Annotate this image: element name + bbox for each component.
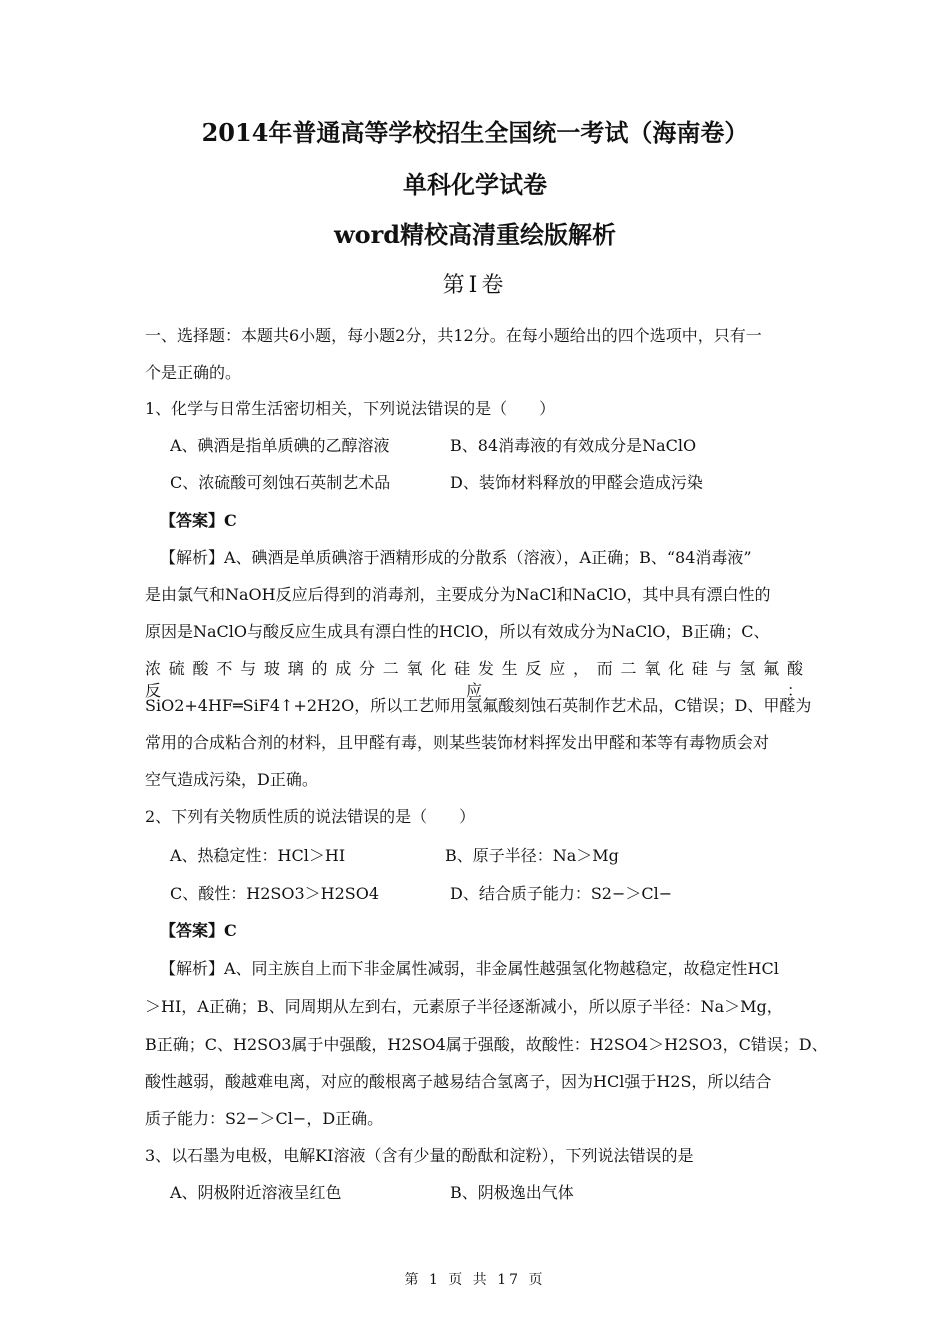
q1-option-d: D、装饰材料释放的甲醛会造成污染 (450, 473, 703, 492)
q2-explanation-line-4: 酸性越弱，酸越难电离，对应的酸根离子越易结合氢离子，因为HCl强于H2S，所以结合 (145, 1072, 772, 1091)
q1-explanation-line-5: SiO2+4HF═SiF4↑+2H2O，所以工艺师用氢氟酸刻蚀石英制作艺术品，C错误；D、甲醛为 (145, 696, 812, 715)
q1-option-c: C、浓硫酸可刻蚀石英制艺术品 (170, 473, 391, 492)
q2-explanation-line-3: B正确；C、H2SO3属于中强酸，H2SO4属于强酸，故酸性：H2SO4＞H2SO3，C错误；D、 (145, 1035, 828, 1054)
section-heading: 第Ⅰ卷 (442, 273, 508, 298)
q1-stem: 1、化学与日常生活密切相关，下列说法错误的是（ ） (145, 399, 556, 418)
q1-option-a: A、碘酒是指单质碘的乙醇溶液 (170, 436, 390, 455)
document-version-title: word精校高清重绘版解析 (333, 220, 617, 249)
q2-explanation-line-1: 【解析】A、同主族自上而下非金属性减弱，非金属性越强氢化物越稳定，故稳定性HCl (160, 959, 779, 978)
intro-line-2: 个是正确的。 (145, 363, 242, 382)
q2-option-b: B、原子半径：Na＞Mg (445, 846, 619, 865)
q3-option-a: A、阴极附近溶液呈红色 (170, 1183, 342, 1202)
q1-option-b: B、84消毒液的有效成分是NaClO (450, 436, 697, 455)
q2-answer: 【答案】C (160, 921, 237, 940)
q2-stem: 2、下列有关物质性质的说法错误的是（ ） (145, 807, 476, 826)
q2-option-d: D、结合质子能力：S2−＞Cl− (450, 884, 673, 903)
q1-explanation-line-6: 常用的合成粘合剂的材料，且甲醛有毒，则某些装饰材料挥发出甲醛和苯等有毒物质会对 (145, 733, 770, 752)
q1-explanation-line-7: 空气造成污染，D正确。 (145, 770, 318, 789)
q1-answer: 【答案】C (160, 511, 237, 530)
q2-explanation-line-5: 质子能力：S2−＞Cl−，D正确。 (145, 1109, 384, 1128)
q3-option-b: B、阴极逸出气体 (450, 1183, 574, 1202)
q2-explanation-line-2: ＞HI，A正确；B、同周期从左到右，元素原子半径逐渐减小，所以原子半径：Na＞Mg， (145, 997, 783, 1016)
q1-explanation-line-2: 是由氯气和NaOH反应后得到的消毒剂，主要成分为NaCl和NaClO，其中具有漂白性的 (145, 585, 771, 604)
q1-explanation-line-3: 原因是NaClO与酸反应生成具有漂白性的HClO，所以有效成分为NaClO，B正确；C、 (145, 622, 770, 641)
q1-explanation-line-1: 【解析】A、碘酒是单质碘溶于酒精形成的分散系（溶液），A正确；B、“84消毒液” (160, 548, 752, 567)
intro-line-1: 一、选择题：本题共6小题，每小题2分，共12分。在每小题给出的四个选项中，只有一 (145, 326, 762, 345)
q3-stem: 3、以石墨为电极，电解KI溶液（含有少量的酚酞和淀粉），下列说法错误的是 (145, 1146, 694, 1165)
document-subtitle: 单科化学试卷 (403, 170, 547, 199)
page-footer: 第 1 页 共 17 页 (404, 1272, 546, 1288)
q2-option-a: A、热稳定性：HCl＞HI (170, 846, 346, 865)
q2-option-c: C、酸性：H2SO3＞H2SO4 (170, 884, 380, 903)
document-title: 2014年普通高等学校招生全国统一考试（海南卷） (201, 118, 749, 147)
q1-explanation-line-4: 浓硫酸不与玻璃的成分二氧化硅发生反应，而二氧化硅与氢氟酸反应： (145, 659, 810, 700)
